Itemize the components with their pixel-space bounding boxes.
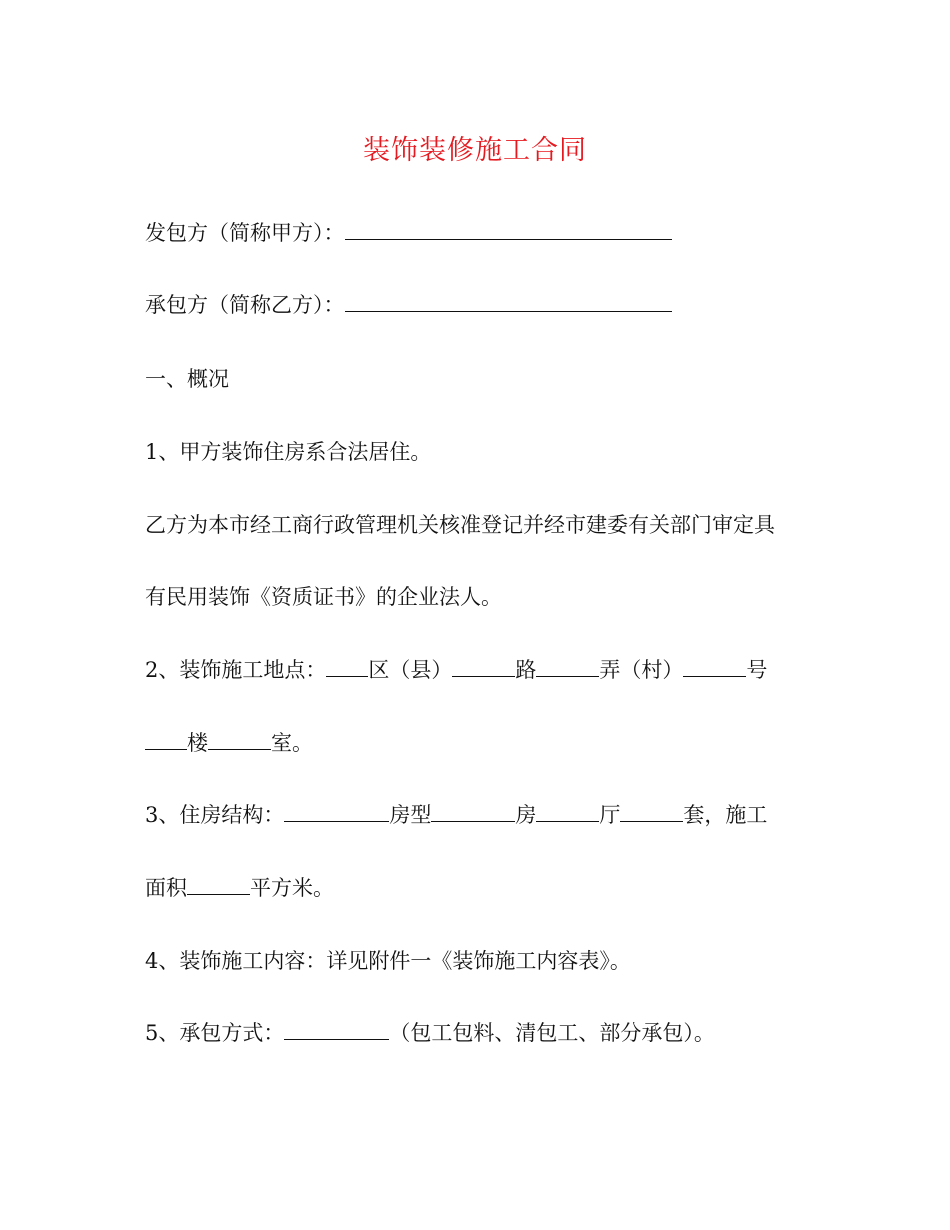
house-type-blank[interactable] [431, 801, 515, 822]
district-blank[interactable] [326, 656, 368, 677]
item3-area-prefix: 面积 [145, 876, 187, 900]
item4-line: 4、装饰施工内容：详见附件一《装饰施工内容表》。 [145, 949, 631, 973]
section1-heading: 一、概况 [145, 367, 229, 391]
contract-method-blank[interactable] [284, 1019, 389, 1040]
item2-road: 路 [515, 658, 537, 682]
document-title: 装饰装修施工合同 [363, 135, 587, 166]
party-a-line [145, 218, 672, 248]
item3-house-type: 房型 [389, 803, 432, 827]
party-b-blank[interactable] [345, 291, 672, 312]
item3-prefix: 3、住房结构： [145, 803, 285, 827]
building-blank[interactable] [145, 729, 187, 750]
item3-line1 [145, 800, 767, 830]
item2-building: 楼 [187, 731, 208, 755]
lane-blank[interactable] [536, 656, 599, 677]
item5-options: （包工包料、清包工、部分承包）。 [389, 1021, 715, 1045]
item3-hall: 厅 [599, 803, 621, 827]
item2-room: 室。 [271, 731, 313, 755]
number-blank[interactable] [683, 656, 746, 677]
item3-area-unit: 平方米。 [250, 876, 334, 900]
item5-line [145, 1018, 715, 1048]
item3-line2 [145, 873, 334, 903]
room-blank[interactable] [208, 729, 271, 750]
structure-blank[interactable] [284, 801, 389, 822]
item2-district: 区（县） [368, 658, 453, 682]
party-b-line [145, 290, 672, 320]
item3-unit: 套，施工 [683, 803, 768, 827]
item3-room: 房 [515, 803, 537, 827]
item2-lane: 弄（村） [599, 658, 684, 682]
halls-blank[interactable] [620, 801, 683, 822]
item1-line3: 有民用装饰《资质证书》的企业法人。 [145, 585, 502, 609]
party-b-label: 承包方（简称乙方）： [145, 293, 345, 317]
party-a-label: 发包方（简称甲方）： [145, 221, 345, 245]
item2-line1 [145, 655, 767, 685]
item5-prefix: 5、承包方式： [145, 1021, 285, 1045]
area-blank[interactable] [187, 874, 250, 895]
item2-number: 号 [746, 658, 768, 682]
item2-prefix: 2、装饰施工地点： [145, 658, 327, 682]
rooms-blank[interactable] [536, 801, 599, 822]
party-a-blank[interactable] [345, 219, 672, 240]
item1-line1: 1、甲方装饰住房系合法居住。 [145, 440, 432, 464]
road-blank[interactable] [452, 656, 515, 677]
item1-line2: 乙方为本市经工商行政管理机关核准登记并经市建委有关部门审定具 [145, 513, 775, 537]
item2-line2 [145, 728, 313, 758]
